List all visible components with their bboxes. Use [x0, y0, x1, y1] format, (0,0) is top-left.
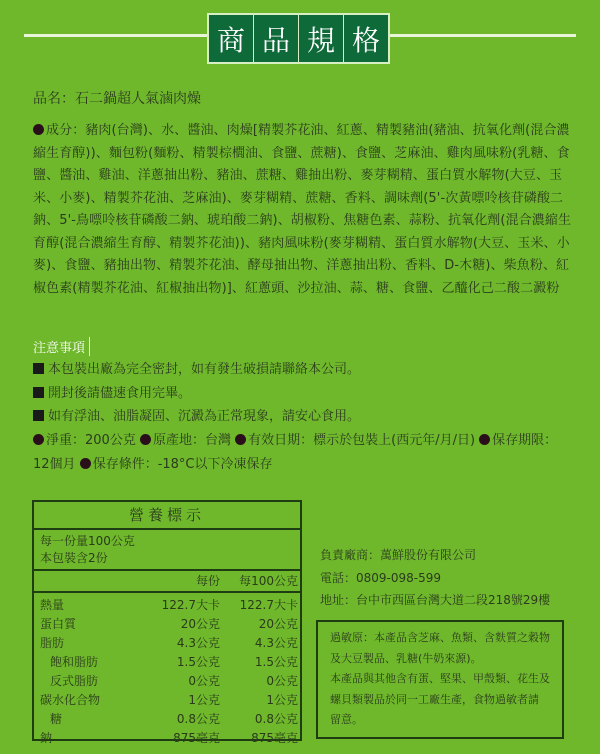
shelf-life: 保存期限：12個月 [33, 433, 558, 472]
notice-list [33, 358, 360, 429]
title-divider-right [390, 34, 576, 37]
bullet-dot-icon [479, 434, 490, 445]
nutrition-table [32, 500, 302, 745]
notice-item-text: 開封後請儘速食用完畢。 [48, 385, 192, 401]
title-divider-left [24, 34, 208, 37]
bullet-square-icon [33, 387, 44, 398]
phone: 電話：0809-098-599 [320, 570, 442, 585]
notice-item [33, 405, 360, 429]
title-char: 品 [253, 15, 298, 62]
table-row: 鈉 875毫克 875毫克 [40, 731, 298, 745]
notice-item [33, 382, 360, 406]
nutrition-column-headers [34, 571, 300, 593]
notice-item-text: 如有浮油、油脂凝固、沉澱為正常現象，請安心食用。 [48, 409, 361, 424]
allergen-line: 本產品與其他含有蛋、堅果、甲殼類、花生及 [330, 672, 550, 685]
table-row: 飽和脂肪 1.5公克 1.5公克 [50, 655, 298, 669]
bullet-square-icon [33, 410, 44, 421]
bullet-dot-icon [33, 434, 44, 445]
product-info [33, 429, 573, 476]
notice-title: 注意事項 [33, 337, 90, 356]
bullet-dot-icon [80, 458, 91, 469]
title-char: 格 [343, 15, 388, 62]
expiry-date: 有效日期：標示於包裝上(西元年/月/日) [248, 433, 476, 448]
page-title [207, 13, 390, 64]
notice-item [33, 358, 360, 382]
title-char: 規 [298, 15, 343, 62]
notice-item-text: 本包裝出廠為完全密封，如有發生破損請聯絡本公司。 [48, 362, 361, 377]
bullet-dot-icon [235, 434, 246, 445]
table-row: 脂肪 4.3公克 4.3公克 [40, 636, 298, 650]
table-row: 碳水化合物 1公克 1公克 [40, 693, 298, 707]
serving-size: 每一份量100公克 [40, 534, 135, 548]
nutrition-rows [34, 593, 300, 748]
nutrition-title: 營養標示 [34, 502, 300, 530]
allergen-line: 螺貝類製品於同一工廠生產，食物過敏者請 [330, 692, 539, 706]
table-row: 熱量 122.7大卡 122.7大卡 [40, 598, 298, 612]
allergen-line: 過敏原：本產品含芝麻、魚類、含麩質之穀物 [330, 631, 550, 644]
servings-per-pack: 本包裝含2份 [40, 551, 108, 565]
allergen-line: 留意。 [330, 713, 363, 726]
table-row: 糖 0.8公克 0.8公克 [50, 712, 298, 726]
table-row: 蛋白質 20公克 20公克 [40, 617, 298, 631]
product-name: 品名：石二鍋超人氣滷肉燥 [33, 91, 201, 107]
col-per-serving: 每份 [195, 574, 220, 588]
company-info [320, 544, 550, 612]
allergen-box [316, 620, 564, 739]
storage-condition: 保存條件：-18°C以下冷凍保存 [92, 456, 273, 472]
manufacturer: 負責廠商：萬鮮股份有限公司 [320, 548, 477, 562]
serving-info [34, 530, 300, 571]
net-weight: 淨重：200公克 [46, 433, 136, 448]
ingredients-text: 成分：豬肉(台灣)、水、醬油、肉燥[精製芥花油、紅蔥、精製豬油(豬油、抗氧化劑(混合濃縮生育醇))、麵包粉(麵粉、精製棕櫚油、食鹽、蔗糖)、食鹽、芝麻油、雞肉風味粉(乳糖、食鹽、醬油、雞油、洋蔥抽出粉、豬油、蔗糖、雞抽出粉、麥芽糊精、蛋白質水解物(大豆、玉米、小麥)、精製芥花油、芝麻油)、麥芽糊精、蔗糖、香料、調味劑(5'-次黃嘌呤核苷磷酸二鈉、5'-鳥嘌呤核苷磷酸二鈉、琥珀酸二鈉)、胡椒粉、焦糖色素、蒜粉、抗氧化劑(混合濃縮生育醇(混合濃縮生育醇、精製芥花油))、豬肉風味粉(麥芽糊精、蛋白質水解物(大豆、玉米、小麥)、食鹽、豬抽出物、精製芥花油、酵母抽出物、洋蔥抽出粉、香料、D-木糖)、柴魚粉、紅椒色素(精製芥花油、紅椒抽出物)]、紅蔥頭、沙拉油、蒜、糖、食鹽、乙醯化己二酸二澱粉 [33, 123, 572, 296]
title-char: 商 [216, 23, 245, 57]
allergen-line: 及大豆製品、乳糖(牛奶來源)。 [330, 651, 482, 665]
origin: 原產地：台灣 [152, 433, 231, 448]
bullet-dot-icon [140, 434, 151, 445]
ingredients-section [33, 120, 573, 300]
address: 地址：台中市西區台灣大道二段218號29樓 [320, 593, 551, 607]
col-per-100g: 每100公克 [239, 574, 298, 588]
table-row: 反式脂肪 0公克 0公克 [50, 674, 298, 688]
bullet-square-icon [33, 363, 44, 374]
bullet-dot-icon [33, 124, 44, 135]
